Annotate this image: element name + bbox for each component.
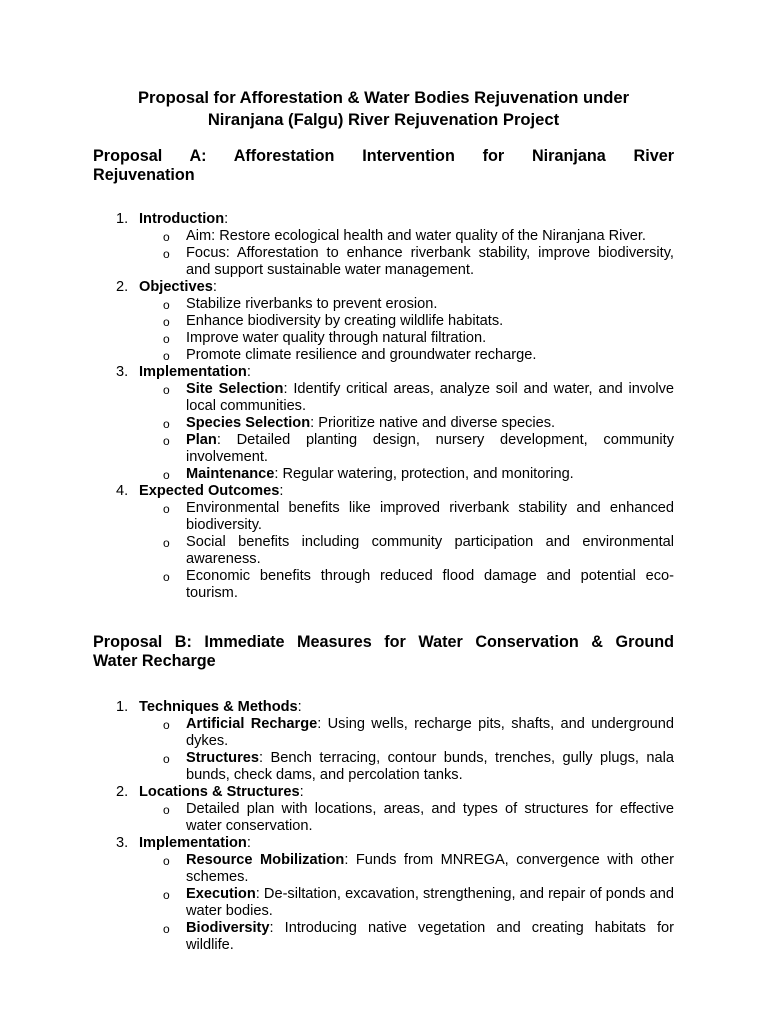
sub-list-item <box>139 886 674 920</box>
sub-item-text: Promote climate resilience and groundwater recharge. <box>186 347 537 363</box>
sub-item-term: Resource Mobilization <box>186 852 345 868</box>
hollow-bullet-icon: o <box>163 349 170 363</box>
sub-item-term: Plan <box>186 432 217 448</box>
list-item-label <box>139 364 251 380</box>
sub-item-text: Enhance biodiversity by creating wildlife habitats. <box>186 313 504 329</box>
sub-item-text: Improve water quality through natural filtration. <box>186 330 487 346</box>
sub-list-item <box>139 534 674 568</box>
list-item-number: 3. <box>116 835 129 851</box>
list-item <box>93 784 674 835</box>
sub-list-item <box>139 466 674 483</box>
sub-item-text: : Using wells, recharge pits, shafts, and underground dykes. <box>186 716 674 749</box>
sub-list-item <box>139 500 674 534</box>
proposal-b-heading <box>93 633 674 671</box>
sub-item-term: Structures <box>186 750 259 766</box>
sub-item-text: : Bench terracing, contour bunds, trenches, gully plugs, nala bunds, check dams, and percolation tanks. <box>186 750 674 783</box>
list-item-number: 2. <box>116 279 129 295</box>
sub-list-item <box>139 228 674 245</box>
sub-list-item <box>139 415 674 432</box>
hollow-bullet-icon: o <box>163 417 170 431</box>
list-item-label-colon: : <box>246 364 251 380</box>
sub-item-term: Execution <box>186 886 256 902</box>
list-item-number: 3. <box>116 364 129 380</box>
sub-list-item <box>139 750 674 784</box>
list-item-label-text: Implementation <box>139 364 247 380</box>
sub-list-item <box>139 716 674 750</box>
sub-item-term: Maintenance <box>186 466 275 482</box>
list-item <box>93 699 674 784</box>
list-item-label-colon: : <box>246 835 251 851</box>
sub-item-term: Artificial Recharge <box>186 716 318 732</box>
sub-item-text: Economic benefits through reduced flood damage and potential eco-tourism. <box>186 568 674 601</box>
proposal-b-list <box>93 699 674 954</box>
hollow-bullet-icon: o <box>163 383 170 397</box>
proposal-b-heading-line-1: Proposal B: Immediate Measures for Water Conservation & Ground <box>93 633 674 651</box>
list-item-label-text: Implementation <box>139 835 247 851</box>
list-item-label-text: Objectives <box>139 279 213 295</box>
list-item-label <box>139 784 304 800</box>
list-item <box>93 211 674 279</box>
list-item-label <box>139 835 251 851</box>
hollow-bullet-icon: o <box>163 803 170 817</box>
sub-list <box>139 852 674 954</box>
sub-item-term: Site Selection <box>186 381 284 397</box>
list-item-label-colon: : <box>224 211 229 227</box>
sub-item-text: Aim: Restore ecological health and water quality of the Niranjana River. <box>186 228 646 244</box>
proposal-b-heading-line-2: Water Recharge <box>93 652 216 670</box>
proposal-a-heading <box>93 147 674 185</box>
list-item <box>93 279 674 364</box>
sub-item-text: Environmental benefits like improved riverbank stability and enhanced biodiversity. <box>186 500 674 533</box>
list-item-label <box>139 699 302 715</box>
list-item-label <box>139 279 217 295</box>
sub-list <box>139 228 674 279</box>
sub-item-text: : Regular watering, protection, and monitoring. <box>274 466 574 482</box>
list-item <box>93 835 674 954</box>
sub-item-text: : Prioritize native and diverse species. <box>310 415 556 431</box>
sub-list-item <box>139 296 674 313</box>
hollow-bullet-icon: o <box>163 434 170 448</box>
sub-item-text: Focus: Afforestation to enhance riverbank stability, improve biodiversity, and support sustainable water management. <box>186 245 674 278</box>
hollow-bullet-icon: o <box>163 298 170 312</box>
sub-list <box>139 716 674 784</box>
sub-item-text: : Detailed planting design, nursery development, community involvement. <box>186 432 674 465</box>
hollow-bullet-icon: o <box>163 888 170 902</box>
hollow-bullet-icon: o <box>163 468 170 482</box>
list-item-label <box>139 483 283 499</box>
sub-item-text: : De-siltation, excavation, strengthening, and repair of ponds and water bodies. <box>186 886 674 919</box>
list-item-label <box>139 211 228 227</box>
hollow-bullet-icon: o <box>163 536 170 550</box>
list-item-label-colon: : <box>299 784 304 800</box>
hollow-bullet-icon: o <box>163 315 170 329</box>
list-item-label-text: Locations & Structures <box>139 784 300 800</box>
hollow-bullet-icon: o <box>163 332 170 346</box>
sub-item-text: : Funds from MNREGA, convergence with other schemes. <box>186 852 674 885</box>
list-item-label-colon: : <box>212 279 217 295</box>
hollow-bullet-icon: o <box>163 230 170 244</box>
title-line-1: Proposal for Afforestation & Water Bodies Rejuvenation under <box>137 88 630 107</box>
list-item-label-text: Techniques & Methods <box>139 699 298 715</box>
sub-list <box>139 296 674 364</box>
sub-item-text: Detailed plan with locations, areas, and types of structures for effective water conservation. <box>186 801 674 834</box>
sub-list-item <box>139 245 674 279</box>
sub-list-item <box>139 330 674 347</box>
sub-list-item <box>139 432 674 466</box>
sub-item-term: Biodiversity <box>186 920 270 936</box>
title-line-2: Niranjana (Falgu) River Rejuvenation Project <box>207 109 560 129</box>
sub-list <box>139 500 674 602</box>
sub-list-item <box>139 852 674 886</box>
hollow-bullet-icon: o <box>163 752 170 766</box>
proposal-a-heading-line-1: Proposal A: Afforestation Intervention for Niranjana River <box>93 147 674 165</box>
list-item-label-text: Introduction <box>139 211 225 227</box>
hollow-bullet-icon: o <box>163 854 170 868</box>
list-item-label-colon: : <box>279 483 284 499</box>
sub-item-text: Social benefits including community participation and environmental awareness. <box>186 534 674 567</box>
list-item <box>93 483 674 602</box>
list-item-number: 4. <box>116 483 129 499</box>
sub-list <box>139 381 674 483</box>
sub-item-text: : Identify critical areas, analyze soil and water, and involve local communities. <box>186 381 674 414</box>
list-item-number: 1. <box>116 211 129 227</box>
sub-list-item <box>139 801 674 835</box>
sub-list-item <box>139 313 674 330</box>
sub-list-item <box>139 347 674 364</box>
hollow-bullet-icon: o <box>163 570 170 584</box>
document-title <box>93 87 674 130</box>
proposal-a-heading-line-2: Rejuvenation <box>93 166 195 184</box>
sub-list-item <box>139 568 674 602</box>
sub-item-text: : Introducing native vegetation and creating habitats for wildlife. <box>186 920 674 953</box>
hollow-bullet-icon: o <box>163 502 170 516</box>
list-item-number: 1. <box>116 699 129 715</box>
hollow-bullet-icon: o <box>163 247 170 261</box>
list-item <box>93 364 674 483</box>
proposal-a-list <box>93 211 674 602</box>
sub-list <box>139 801 674 835</box>
sub-list-item <box>139 381 674 415</box>
list-item-label-text: Expected Outcomes <box>139 483 280 499</box>
list-item-number: 2. <box>116 784 129 800</box>
sub-item-term: Species Selection <box>186 415 311 431</box>
hollow-bullet-icon: o <box>163 922 170 936</box>
list-item-label-colon: : <box>297 699 302 715</box>
hollow-bullet-icon: o <box>163 718 170 732</box>
sub-item-text: Stabilize riverbanks to prevent erosion. <box>186 296 438 312</box>
sub-list-item <box>139 920 674 954</box>
